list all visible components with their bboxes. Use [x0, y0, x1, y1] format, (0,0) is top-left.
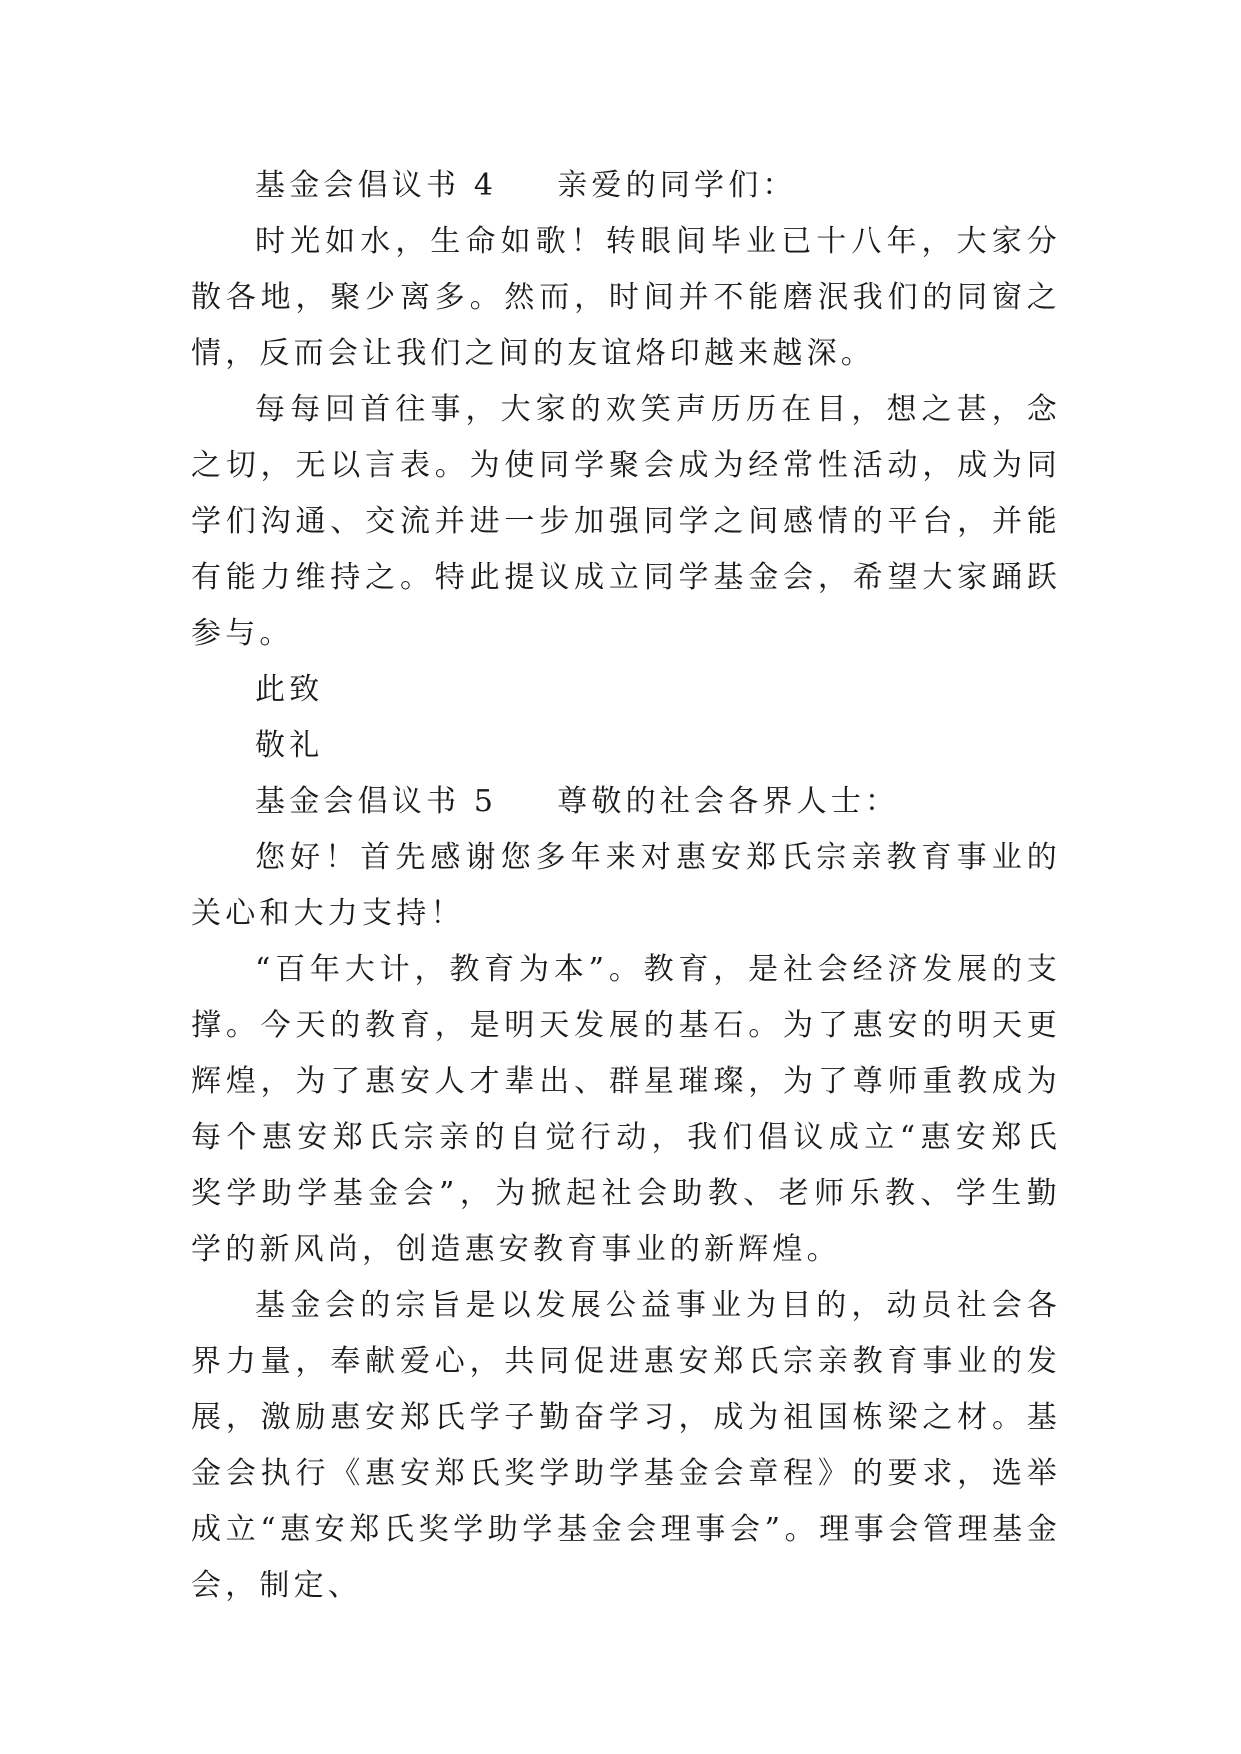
paragraph-purpose: 基金会的宗旨是以发展公益事业为目的，动员社会各界力量，奉献爱心，共同促进惠安郑氏宗亲教育事业的发展，激励惠安郑氏学子勤奋学习，成为祖国栋梁之材。基金会执行《惠安郑氏奖学助学基金会章程》的要求，选举成立“惠安郑氏奖学助学基金会理事会”。理事会管理基金会，制定、: [191, 1288, 1061, 1603]
paragraph-intro-4: 时光如水，生命如歌！转眼间毕业已十八年，大家分散各地，聚少离多。然而，时间并不能磨泯我们的同窗之情，反而会让我们之间的友谊烙印越来越深。: [191, 224, 1061, 371]
proposal-4-title: 基金会倡议书 4: [255, 168, 498, 203]
proposal-5-salutation: 尊敬的社会各界人士：: [557, 784, 900, 819]
heading-proposal-4: [191, 158, 1061, 214]
closing-jingli: 敬礼: [255, 728, 324, 763]
paragraph-education: “百年大计，教育为本”。教育，是社会经济发展的支撑。今天的教育，是明天发展的基石。为了惠安的明天更辉煌，为了惠安人才辈出、群星璀璨，为了尊师重教成为每个惠安郑氏宗亲的自觉行动，我们倡议成立“惠安郑氏奖学助学基金会”，为掀起社会助教、老师乐教、学生勤学的新风尚，创造惠安教育事业的新辉煌。: [191, 952, 1061, 1267]
proposal-4-salutation: 亲爱的同学们：: [557, 168, 797, 203]
paragraph-memories: 每每回首往事，大家的欢笑声历历在目，想之甚，念之切，无以言表。为使同学聚会成为经常性活动，成为同学们沟通、交流并进一步加强同学之间感情的平台，并能有能力维持之。特此提议成立同学基金会，希望大家踊跃参与。: [191, 392, 1061, 651]
heading-proposal-5: [191, 774, 1061, 830]
paragraph-greeting-5: 您好！首先感谢您多年来对惠安郑氏宗亲教育事业的关心和大力支持！: [191, 840, 1061, 931]
proposal-5-title: 基金会倡议书 5: [255, 784, 498, 819]
document-body: [191, 158, 1061, 1614]
closing-cizhi: 此致: [255, 672, 324, 707]
